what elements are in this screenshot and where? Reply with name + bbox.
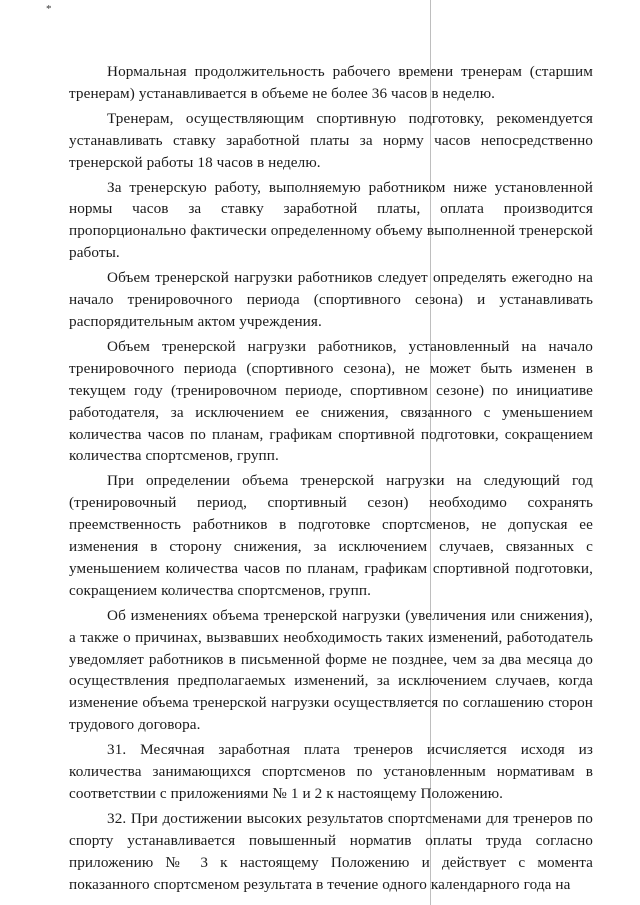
paragraph-clause-31: 31. Месячная заработная плата тренеров исчисляется исходя из количества занимающихся спортсменов по установленным нормативам в соответствии с приложениями № 1 и 2 к настоящему Положению. [69,741,593,802]
paragraph-below-norm-pay: За тренерскую работу, выполняемую работником ниже установленной нормы часов за ставку заработной платы, оплата производится пропорционально фактически определенному объему выполненной тренерской работы. [69,178,593,262]
paragraph-workload-changes-notice: Об изменениях объема тренерской нагрузки (увеличения или снижения), а также о причинах, вызвавших необходимость таких изменений, работодатель уведомляет работников в письменной форме не позднее, чем за два месяца до осуществления предполагаемых изменений, за исключением случаев, когда изменение объема тренерской нагрузки осуществляется по соглашению сторон трудового договора. [69,606,593,734]
paragraph-working-hours: Нормальная продолжительность рабочего времени тренерам (старшим тренерам) устанавливается в объеме не более 36 часов в неделю. [69,63,593,102]
corner-mark: * [46,3,52,15]
paragraph-clause-32: 32. При достижении высоких результатов спортсменами для тренеров по спорту устанавливается повышенный норматив оплаты труда согласно приложению № 3 к настоящему Положению и действует с момента показанного спортсменом результата в течение одного календарного года на [69,809,593,893]
paragraph-workload-continuity: При определении объема тренерской нагрузки на следующий год (тренировочный период, спортивный сезон) необходимо сохранять преемственность работников в подготовке спортсменов, не допуская ее изменения в сторону снижения, за исключением случаев, связанных с уменьшением количества часов по планам, графикам спортивной подготовки, сокращением количества спортсменов, групп. [69,472,593,599]
paragraph-salary-rate: Тренерам, осуществляющим спортивную подготовку, рекомендуется устанавливать ставку заработной платы за норму часов непосредственно тренерской работы 18 часов в неделю. [69,109,593,171]
paragraph-workload-fixed: Объем тренерской нагрузки работников, установленный на начало тренировочного периода (спортивного сезона), не может быть изменен в текущем году (тренировочном периоде, спортивном сезоне) по инициативе работодателя, за исключением ее снижения, связанного с уменьшением количества часов по планам, графикам спортивной подготовки, сокращением количества спортсменов, групп. [69,337,593,465]
document-body [69,61,593,899]
paragraph-workload-annual: Объем тренерской нагрузки работников следует определять ежегодно на начало тренировочного периода (спортивного сезона) и устанавливать распорядительным актом учреждения. [69,269,593,330]
